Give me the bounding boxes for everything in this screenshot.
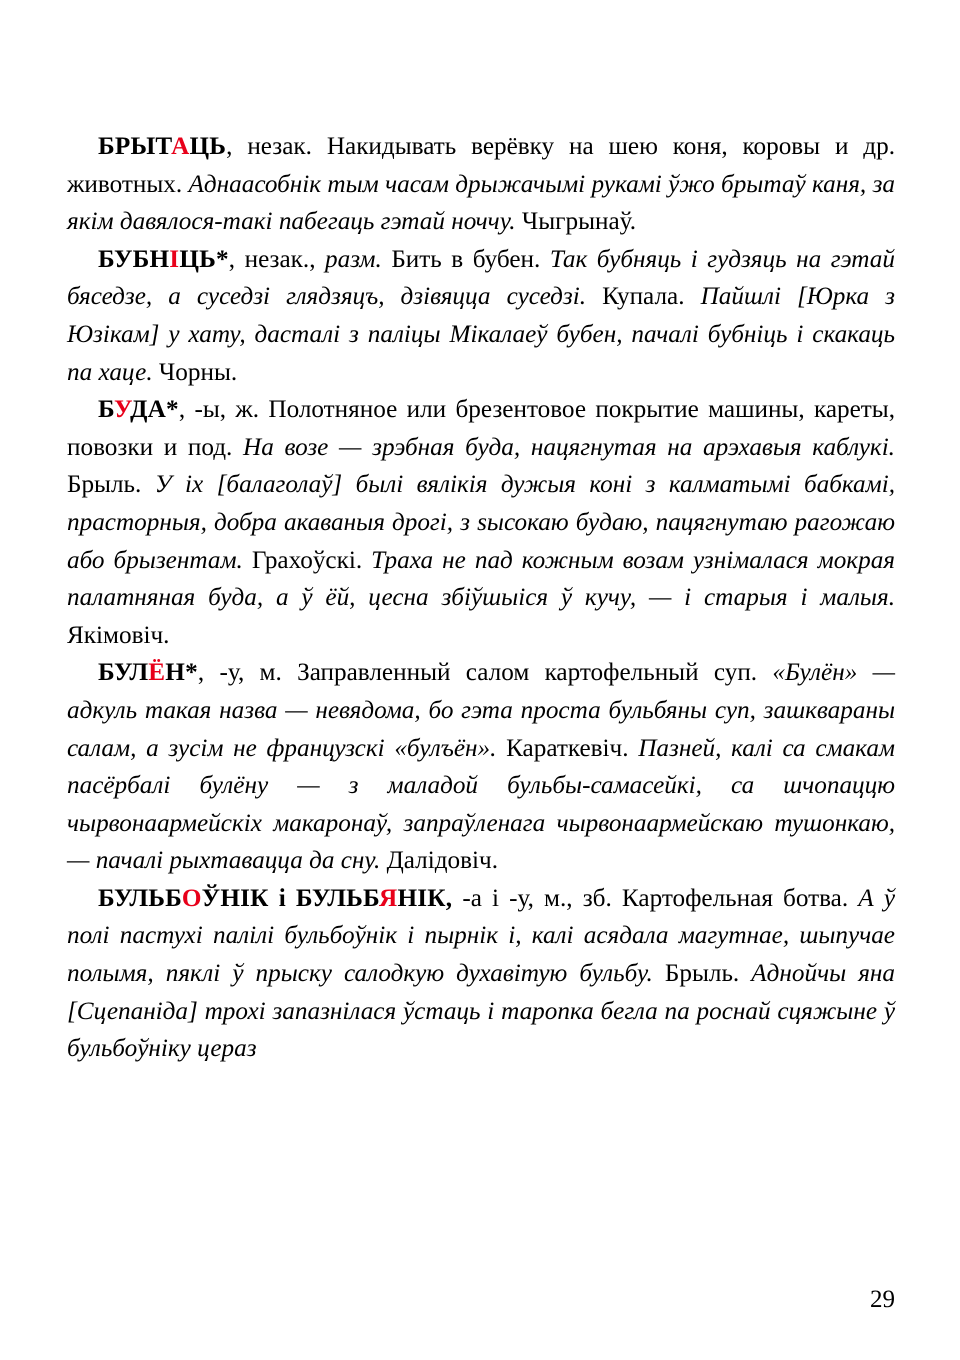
stress-vowel: А <box>171 133 190 160</box>
definition-text: Заправленный салом картофельный суп. <box>297 659 773 687</box>
grammar-label: , -у, м. <box>197 659 298 687</box>
definition-text: Картофельная ботва. <box>621 884 859 912</box>
headword-conjunction: і <box>278 884 286 912</box>
dictionary-entry-bubnic <box>67 241 895 391</box>
stress-vowel: О <box>181 884 202 912</box>
illustrative-quote: У іх [балаголаў] былі вялікія дужыя коні з калматымі бабкамі, прасторныя, добра акаваныя дрогі, з sысокаю будаю, пацягнутаю рагожаю або брызентам. <box>67 471 895 574</box>
illustrative-quote: На возе — зрэбная буда, нацягнутая на арэхавыя каблукі. <box>243 433 895 461</box>
stress-vowel: Ё <box>148 659 166 687</box>
quote-author: Чыгрынаў. <box>521 208 637 236</box>
illustrative-quote: А ў полі пастухі палілі бульбоўнік і пырнік і, калі асядала магутнае, шыпучае полымя, пяклі ў прыску салодкую духавітую бульбу. <box>67 884 895 988</box>
quote-author: Чорны. <box>158 358 238 386</box>
definition-text: Бить в бубен. <box>381 245 550 273</box>
page-number: 29 <box>870 1286 895 1313</box>
quote-author: Якімовіч. <box>67 621 170 649</box>
illustrative-quote: Пазней, калі са смакам пасёрбалі булёну — з маладой бульбы-самасейкі, са шчопаццю чырвонаармейскіх макаронаў, запраўленага чырвонаармейскаю тушонкаю, — пачалі рыхтавацца да сну. <box>67 734 895 875</box>
grammar-label: , незак., <box>228 245 326 273</box>
quote-author: Грахоўскі. <box>251 546 363 574</box>
illustrative-quote: Траха не пад кожным возам узнімалася мокрая палатняная буда, а ў ёй, цесна збіўшыіся ў кучу, — і старыя і малыя. <box>67 546 895 612</box>
quote-author: Брыль. <box>67 471 142 499</box>
illustrative-quote: Аднойчы яна [Сцепаніда] трохі запазнілася ўстаць і таропка бегла па роснай сцяжыне ў бульбоўніку цераз <box>67 960 895 1063</box>
definition-text: Накидывать верёвку на шею коня, коровы и др. животных. <box>67 133 896 198</box>
headword-variant: БУЛЬБЯНІК, <box>295 884 453 912</box>
headword: БУБНІЦЬ* <box>98 245 229 273</box>
quote-author: Караткевіч. <box>506 734 629 762</box>
headword: БРЫТАЦЬ <box>98 133 227 160</box>
stress-vowel: І <box>169 245 180 273</box>
grammar-label: , -ы, ж. <box>178 396 269 424</box>
style-label: разм. <box>325 245 382 273</box>
illustrative-quote: Так бубняць і гудзяць на гэтай бяседзе, а суседзі глядзяцъ, дзівяцца суседзі. <box>67 245 895 311</box>
dictionary-entry-brytac <box>67 128 895 241</box>
quote-author: Купала. <box>602 283 685 311</box>
headword: БУЛЬБОЎНІК <box>98 884 269 912</box>
dictionary-entry-bulbounik <box>67 880 895 1068</box>
quote-author: Брыль. <box>664 960 740 988</box>
stress-vowel: Я <box>379 884 398 912</box>
illustrative-quote: Аднаасобнік тым часам дрыжачымі рукамі ўжо брытаў каня, за якім давялося-такі пабегаць гэтай ноччу. <box>67 170 895 236</box>
headword: БУЛЁН* <box>98 659 198 687</box>
headword: БУДА* <box>98 396 179 424</box>
entry-list <box>67 128 895 1068</box>
grammar-label: , незак. <box>226 133 327 160</box>
dictionary-entry-buda <box>67 391 895 654</box>
quote-author: Далідовіч. <box>386 847 499 875</box>
grammar-label: -а і -у, м., зб. <box>452 884 622 912</box>
illustrative-quote: Пайшлі [Юрка з Юзікам] у хату, дасталі з паліцы Мікалаеў бубен, пачалі бубніць і скакаць па хаце. <box>67 283 896 386</box>
definition-text: Полотняное или брезентовое покрытие машины, кареты, повозки и под. <box>67 396 895 461</box>
illustrative-quote: «Булён» — адкуль такая назва — невядома, бо гэта проста бульбяны суп, зашквараны салам, а зусім не французскі «булъён». <box>67 659 895 762</box>
stress-vowel: У <box>113 396 131 424</box>
dictionary-entry-bulon <box>67 654 895 880</box>
